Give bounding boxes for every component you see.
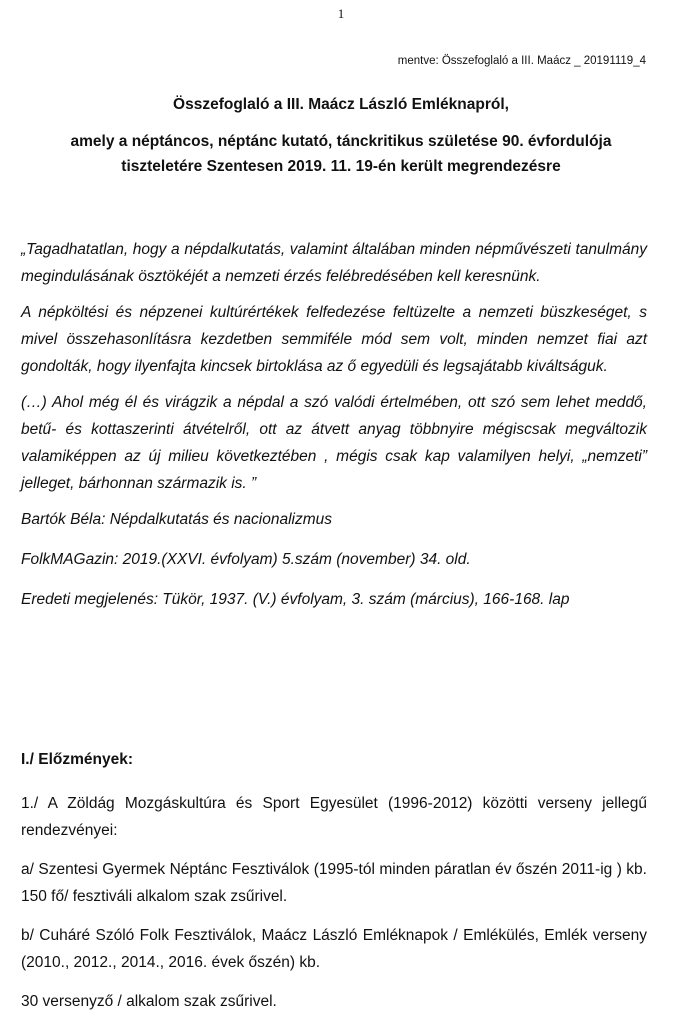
section-prerequisites xyxy=(21,748,647,1027)
bartok-quote xyxy=(21,236,647,614)
title-line-2: amely a néptáncos, néptánc kutató, tánckritikus születése 90. évfordulója xyxy=(70,133,612,150)
quote-paragraph-1: „Tagadhatatlan, hogy a népdalkutatás, valamint általában minden népművészeti tanulmány megindulásának ösztökéjét a nemzeti érzés felébredésében kell keresnünk. xyxy=(21,241,647,285)
section-paragraph-3: b/ Cuháré Szóló Folk Fesztiválok, Maácz László Emléknapok / Emlékülés, Emlék verseny (2010., 2012., 2014., 2016. évek őszén) kb. xyxy=(21,927,647,971)
document-title xyxy=(28,92,654,179)
section-heading: I./ Előzmények: xyxy=(21,751,133,768)
page-number: 1 xyxy=(337,6,345,21)
quote-paragraph-2: A népköltési és népzenei kultúrértékek felfedezése feltüzelte a nemzeti büszkeséget, s mivel összehasonlításra kezdetben semmiféle mód sem volt, minden nemzet fiai azt gondolták, hogy ilyenfajta kincsek birtoklása az ő egyedüli és legsajátabb kiváltságuk. xyxy=(21,304,647,375)
saved-note: mentve: Összefoglaló a III. Maácz _ 20191119_4 xyxy=(397,55,646,67)
section-paragraph-1: 1./ A Zöldág Mozgáskultúra és Sport Egyesület (1996-2012) közötti verseny jellegű rendezvényei: xyxy=(21,795,647,839)
section-paragraph-4: 30 versenyző / alkalom szak zsűrivel. xyxy=(21,993,277,1010)
title-line-1: Összefoglaló a III. Maácz László Emléknapról, xyxy=(173,96,509,113)
title-line-3: tiszteletére Szentesen 2019. 11. 19-én került megrendezésre xyxy=(121,158,561,175)
quote-paragraph-3: (…) Ahol még él és virágzik a népdal a szó valódi értelmében, ott szó sem lehet meddő, betű- és kottaszerinti átvételről, ott az átvett anyag többnyire mégiscsak megváltozik valamiképpen az új milieu következtében , mégis csak kap valamilyen helyi, „nemzeti” jelleget, bárhonnan származik is. ” xyxy=(21,394,647,492)
section-paragraph-2: a/ Szentesi Gyermek Néptánc Fesztiválok (1995-tól minden páratlan év őszén 2011-ig ) kb. 150 fő/ fesztiváli alkalom szak zsűrivel. xyxy=(21,861,647,905)
quote-source-original: Eredeti megjelenés: Tükör, 1937. (V.) évfolyam, 3. szám (március), 166-168. lap xyxy=(21,591,570,608)
quote-source-author: Bartók Béla: Népdalkutatás és nacionalizmus xyxy=(21,511,333,528)
quote-source-publication: FolkMAGazin: 2019.(XXVI. évfolyam) 5.szám (november) 34. old. xyxy=(21,551,471,568)
